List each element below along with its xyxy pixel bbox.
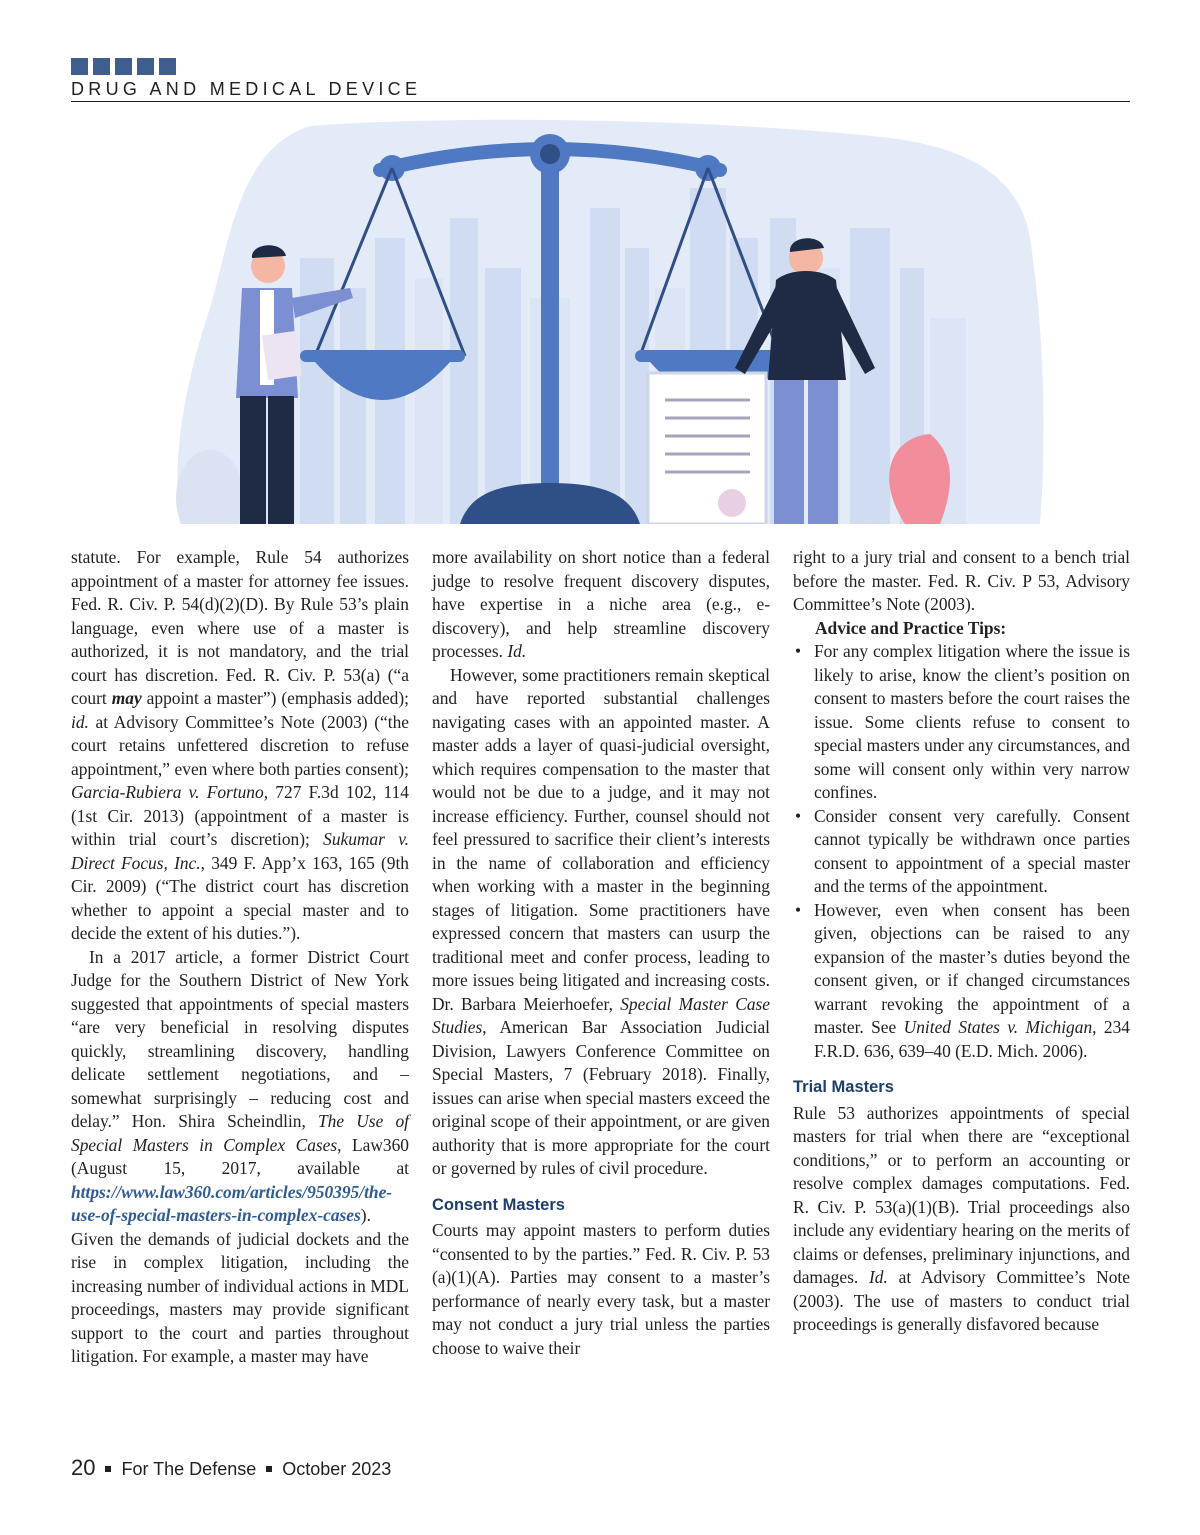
- header-divider: [71, 101, 1130, 102]
- text-run: For any complex litigation where the issue is likely to arise, know the client’s position on consent to masters before the court raises the issue. Some clients refuse to consent to special masters under any circumstances, and some will consent only within very narrow confines.: [814, 641, 1130, 802]
- italic-text: id.: [71, 711, 89, 732]
- issue-date: October 2023: [282, 1459, 392, 1479]
- text-run: at Advisory Committee’s Note (2003). The use of masters to conduct trial proceedings is generally disfavored because: [793, 1267, 1130, 1334]
- list-item: [793, 805, 1130, 899]
- tips-list: [793, 640, 1130, 1063]
- column-2: [432, 546, 770, 1360]
- paragraph: [793, 546, 1130, 617]
- text-run: In a 2017 article, a former District Court Judge for the Southern District of New York suggested that appointments of special masters “are very beneficial in resolving disputes quickly, streamlining discovery, handling delicate settlement negotiations, and – somewhat surprisingly – reducing cost and delay.” Hon. Shira Scheindlin,: [71, 946, 409, 1131]
- paragraph: [793, 1102, 1130, 1337]
- marker-square: [159, 58, 176, 75]
- text-run: ). Given the demands of judicial dockets and the rise in complex litigation, including the increasing number of individual actions in MDL proceedings, masters may provide significant support to the court and parties throughout litigation. For example, a master may have: [71, 1205, 409, 1366]
- text-run: However, some practitioners remain skeptical and have reported substantial challenges navigating cases with an appointed master. A master adds a layer of quasi-judicial oversight, which requires compensation to the master that would not be due to a judge, and it may not increase efficiency. Further, counsel should not feel pressured to sacrifice their client’s interests in the name of collaboration and efficiency when working with a master in the beginning stages of litigation. Some practitioners have expressed concern that masters can usurp the traditional meet and confer process, leading to more issues being litigated and increasing costs. Dr. Barbara Meierhoefer,: [432, 664, 770, 1014]
- text-run: right to a jury trial and consent to a bench trial before the master. Fed. R. Civ. P 53, Advisory Committee’s Note (2003).: [793, 547, 1130, 614]
- paragraph: [71, 546, 409, 946]
- article-link[interactable]: https://www.law360.com/articles/950395/the-use-of-special-masters-in-complex-cases: [71, 1181, 393, 1225]
- text-run: , Law360 (August 15, 2017, available at: [71, 1134, 409, 1178]
- italic-text: Id.: [507, 641, 527, 661]
- emphasis-text: may: [111, 688, 142, 708]
- marker-square: [93, 58, 110, 75]
- separator-square: [266, 1466, 272, 1472]
- text-run: more availability on short notice than a federal judge to resolve frequent discovery disputes, have expertise in a niche area (e.g., e-discovery), and help streamline discovery processes.: [432, 547, 770, 661]
- marker-square: [115, 58, 132, 75]
- paragraph: [432, 664, 770, 1181]
- text-run: statute. For example, Rule 54 authorizes appointment of a master for attorney fee issues. Fed. R. Civ. P. 54(d)(2)(D). By Rule 53’s plain language, even where use of a master is authorized, it is not mandatory, and the trial court has discretion. Fed. R. Civ. P. 53(a) (“a court: [71, 547, 409, 708]
- publication-name: For The Defense: [121, 1459, 257, 1479]
- text-run: Rule 53 authorizes appointments of special masters for trial when there are “exceptional conditions,” or to perform an accounting or resolve complex damages computations. Fed. R. Civ. P. 53(a)(1)(B). Trial proceedings also include any evidentiary hearing on the merits of claims or defenses, preliminary injunctions, and damages.: [793, 1102, 1130, 1287]
- column-3: [793, 546, 1130, 1337]
- text-run: Courts may appoint masters to perform duties “consented to by the parties.” Fed. R. Civ. P. 53 (a)(1)(A). Parties may consent to a master’s performance of nearly every task, but a master may not conduct a jury trial unless the parties choose to waive their: [432, 1220, 770, 1358]
- section-heading-consent-masters: Consent Masters: [432, 1195, 565, 1214]
- scales-of-justice-icon: [170, 118, 1050, 524]
- section-heading-trial-masters: Trial Masters: [793, 1078, 894, 1096]
- text-run: Consider consent very carefully. Consent cannot typically be withdrawn once parties consent to appointment of a special master and the terms of the appointment.: [814, 805, 1130, 896]
- italic-text: Id.: [868, 1267, 888, 1287]
- separator-square: [105, 1466, 111, 1472]
- text-run: , 349 F. App’x 163, 165 (9th Cir. 2009) (“The district court has discretion whether to appoint a special master and to decide the extent of his duties.”).: [71, 852, 409, 943]
- page-number: 20: [71, 1455, 96, 1480]
- text-run: , American Bar Association Judicial Division, Lawyers Conference Committee on Special Masters, 7 (February 2018). Finally, issues can arise when special masters exceed the original scope of their appointment, or are given authority that is more appropriate for the court or governed by rules of civil procedure.: [432, 1017, 770, 1178]
- tips-heading: Advice and Practice Tips:: [815, 617, 1007, 638]
- paragraph: [432, 546, 770, 664]
- text-run: 234 F.R.D. 636, 639–40 (E.D. Mich. 2006).: [814, 1017, 1130, 1061]
- paragraph: [432, 1219, 770, 1360]
- text-run: appoint a master”) (emphasis added);: [141, 688, 409, 708]
- text-run: at Advisory Committee’s Note (2003) (“the court retains unfettered discretion to refuse appointment,” even where both parties consent);: [71, 711, 409, 779]
- italic-text: United States v. Michigan,: [903, 1017, 1097, 1037]
- page-footer: [71, 1455, 391, 1481]
- text-run: 727 F.3d 102, 114 (1st Cir. 2013) (appointment of a master is within trial court’s discretion);: [71, 782, 410, 849]
- list-item: [793, 899, 1130, 1064]
- section-label: DRUG AND MEDICAL DEVICE: [71, 79, 422, 99]
- marker-square: [71, 58, 88, 75]
- scales-of-justice-illustration: [170, 118, 1050, 524]
- section-marker-squares: [71, 58, 176, 75]
- italic-text: Garcia-Rubiera v. Fortuno,: [71, 782, 269, 802]
- italic-text: Special Master Case Studies: [432, 993, 770, 1037]
- italic-text: The Use of Special Masters in Complex Cases: [71, 1111, 409, 1155]
- text-run: However, even when consent has been given, objections can be raised to any expansion of the master’s duties beyond the consent given, or if changed circumstances warrant revoking the appointment of a master. See: [814, 899, 1130, 1037]
- marker-square: [137, 58, 154, 75]
- italic-text: Sukumar v. Direct Focus, Inc.: [71, 829, 410, 873]
- paragraph: [71, 946, 409, 1369]
- list-item: [793, 640, 1130, 805]
- column-1: [71, 546, 409, 1369]
